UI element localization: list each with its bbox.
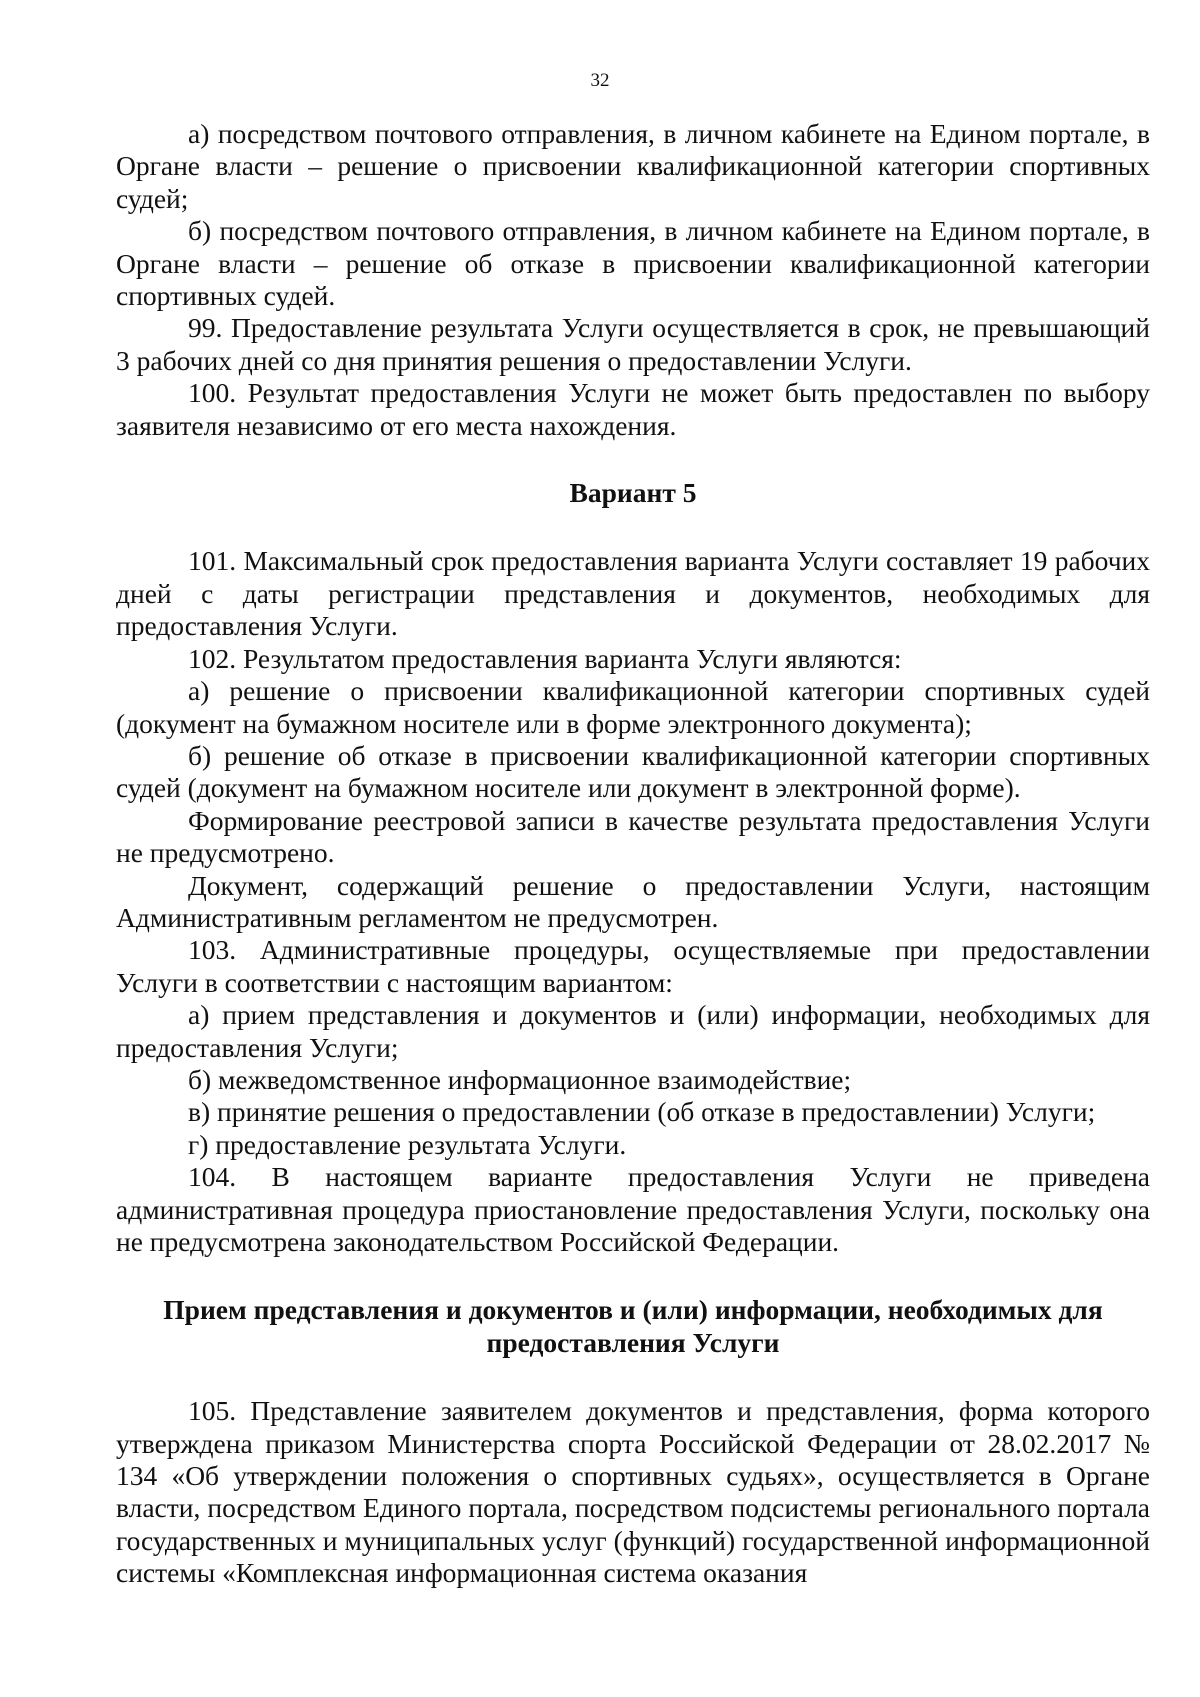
- paragraph-a-postal-decision: а) посредством почтового отправления, в личном кабинете на Едином портале, в Органе власти – решение о присвоении квалификационной категории спортивных судей;: [116, 118, 1150, 214]
- paragraph-105: 105. Представление заявителем документов и представления, форма которого утверждена приказом Министерства спорта Российской Федерации от 28.02.2017 № 134 «Об утверждении положения о спортивных судьях», осуществляется в Органе власти, посредством Единого портала, посредством подсистемы регионального портала государственных и муниципальных услуг (функций) государственной информационной системы «Комплексная информационная система оказания: [116, 1395, 1150, 1589]
- heading-variant: Вариант 5: [569, 477, 697, 509]
- paragraph-103: 103. Административные процедуры, осуществляемые при предоставлении Услуги в соответствии с настоящим вариантом:: [116, 934, 1150, 998]
- paragraph-102: 102. Результатом предоставления варианта Услуги являются:: [188, 642, 902, 674]
- heading-section: Прием представления и документов и (или) информации, необходимых для предоставления Услуги: [163, 1294, 1103, 1358]
- paragraph-103-b: б) межведомственное информационное взаимодействие;: [188, 1063, 852, 1095]
- paragraph-104: 104. В настоящем варианте предоставления Услуги не приведена административная процедура приостановление предоставления Услуги, поскольку она не предусмотрена законодательством Российской Федерации.: [116, 1161, 1150, 1257]
- paragraph-103-c: в) принятие решения о предоставлении (об отказе в предоставлении) Услуги;: [188, 1096, 1096, 1128]
- document-body: [116, 118, 1150, 1590]
- paragraph-b-postal-refusal: б) посредством почтового отправления, в личном кабинете на Едином портале, в Органе власти – решение об отказе в присвоении квалификационной категории спортивных судей.: [116, 215, 1150, 312]
- paragraph-103-a: а) прием представления и документов и (или) информации, необходимых для предоставления Услуги;: [116, 999, 1150, 1063]
- paragraph-101: 101. Максимальный срок предоставления варианта Услуги составляет 19 рабочих дней с даты регистрации представления и документов, необходимых для предоставления Услуги.: [116, 545, 1150, 642]
- paragraph-103-d: г) предоставление результата Услуги.: [188, 1128, 627, 1160]
- paragraph-100: 100. Результат предоставления Услуги не может быть предоставлен по выбору заявителя независимо от его места нахождения.: [116, 377, 1150, 441]
- paragraph-102-a: а) решение о присвоении квалификационной категории спортивных судей (документ на бумажном носителе или в форме электронного документа);: [116, 675, 1150, 739]
- paragraph-decision-document: Документ, содержащий решение о предоставлении Услуги, настоящим Административным регламентом не предусмотрен.: [116, 869, 1150, 933]
- paragraph-102-b: б) решение об отказе в присвоении квалификационной категории спортивных судей (документ на бумажном носителе или документ в электронной форме).: [116, 739, 1150, 804]
- paragraph-99: 99. Предоставление результата Услуги осуществляется в срок, не превышающий 3 рабочих дней со дня принятия решения о предоставлении Услуги.: [116, 312, 1150, 376]
- page-number: 32: [590, 70, 610, 91]
- paragraph-registry-record: Формирование реестровой записи в качестве результата предоставления Услуги не предусмотрено.: [116, 804, 1150, 869]
